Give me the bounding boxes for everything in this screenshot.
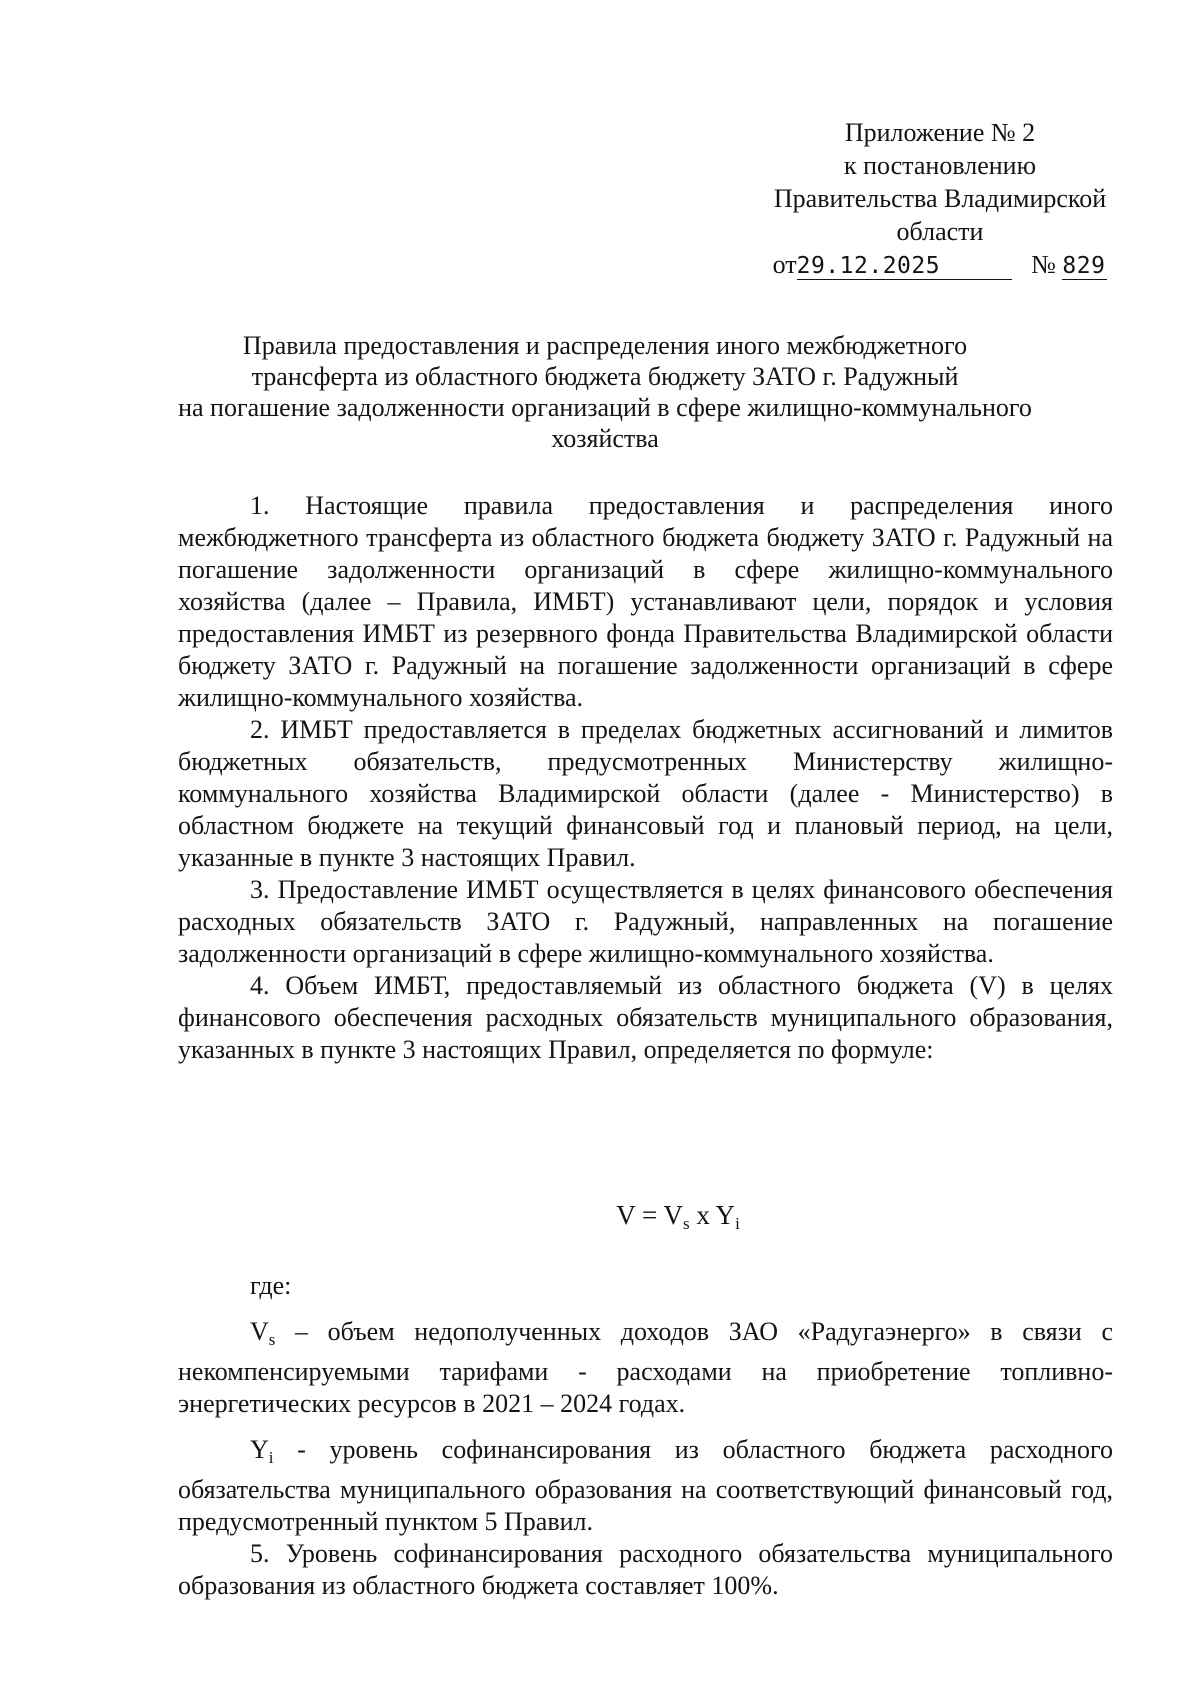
paragraph-2: 2. ИМБТ предоставляется в пределах бюджетных ассигнований и лимитов бюджетных обязательств, предусмотренных Министерству жилищно-коммунального хозяйства Владимирской области (далее - Министерство) в областном бюджете на текущий финансовый год и плановый период, на цели, указанные в пункте 3 настоящих Правил. (178, 715, 1113, 872)
spacer (178, 1302, 1113, 1316)
appendix-header (740, 116, 1140, 281)
title-line-2: трансферта из областного бюджета бюджету ЗАТО г. Радужный (251, 362, 959, 391)
appendix-reference: к постановлению (843, 151, 1037, 180)
paragraph-1: 1. Настоящие правила предоставления и распределения иного межбюджетного трансферта из областного бюджета бюджету ЗАТО г. Радужный на погашение задолженности организаций в сфере жилищно-коммунального хозяйства (далее – Правила, ИМБТ) устанавливают цели, порядок и условия предоставления ИМБТ из резервного фонда Правительства Владимирской области бюджету ЗАТО г. Радужный на погашение задолженности организаций в сфере жилищно-коммунального хозяйства. (178, 491, 1113, 712)
appendix-authority: Правительства Владимирской (773, 184, 1107, 213)
yi-text: - уровень софинансирования из областного бюджета расходного обязательства муниципального образования на соответствующий финансовый год, предусмотренный пунктом 5 Правил. (178, 1435, 1113, 1536)
definition-vs (178, 1316, 1113, 1420)
vs-text: – объем недополученных доходов ЗАО «Радугаэнерго» в связи с некомпенсируемыми тарифами - расходами на приобретение топливно-энергетических ресурсов в 2021 – 2024 годах. (178, 1317, 1113, 1418)
title-line-4: хозяйства (551, 424, 659, 453)
yi-subscript: i (268, 1448, 274, 1467)
resolution-number: 829 (1062, 253, 1106, 279)
spacer (178, 1420, 1113, 1434)
title-line-3: на погашение задолженности организаций в сфере жилищно-коммунального (178, 393, 1032, 422)
where-label: где: (250, 1271, 292, 1300)
number-prefix: № (1031, 250, 1056, 279)
resolution-date: 29.12.2025 (797, 253, 1012, 280)
appendix-region: области (896, 217, 984, 246)
document-body (178, 490, 1113, 1066)
formula-mid: x Y (689, 1200, 736, 1230)
paragraph-3: 3. Предоставление ИМБТ осуществляется в целях финансового обеспечения расходных обязательств ЗАТО г. Радужный, направленных на погашение задолженности организаций в сфере жилищно-коммунального хозяйства. (178, 875, 1113, 968)
date-prefix: от (772, 250, 797, 279)
definition-yi (178, 1434, 1113, 1538)
title-line-1: Правила предоставления и распределения иного межбюджетного (242, 331, 968, 360)
paragraph-5: 5. Уровень софинансирования расходного обязательства муниципального образования из областного бюджета составляет 100%. (178, 1539, 1113, 1600)
vs-symbol: V (250, 1317, 269, 1346)
formula-sub-i: i (735, 1214, 740, 1233)
yi-symbol: Y (250, 1435, 269, 1464)
vs-subscript: s (268, 1330, 276, 1349)
resolution-date-line (740, 248, 1140, 281)
paragraph-4: 4. Объем ИМБТ, предоставляемый из областного бюджета (V) в целях финансового обеспечения расходных обязательств муниципального образования, указанных в пункте 3 настоящих Правил, определяется по формуле: (178, 971, 1113, 1064)
formula-lhs: V = V (616, 1200, 683, 1230)
appendix-number: Приложение № 2 (844, 118, 1036, 147)
definitions-block (178, 1270, 1113, 1602)
formula (178, 1199, 1178, 1240)
document-title (175, 330, 1035, 454)
formula-sub-s: s (682, 1214, 690, 1233)
